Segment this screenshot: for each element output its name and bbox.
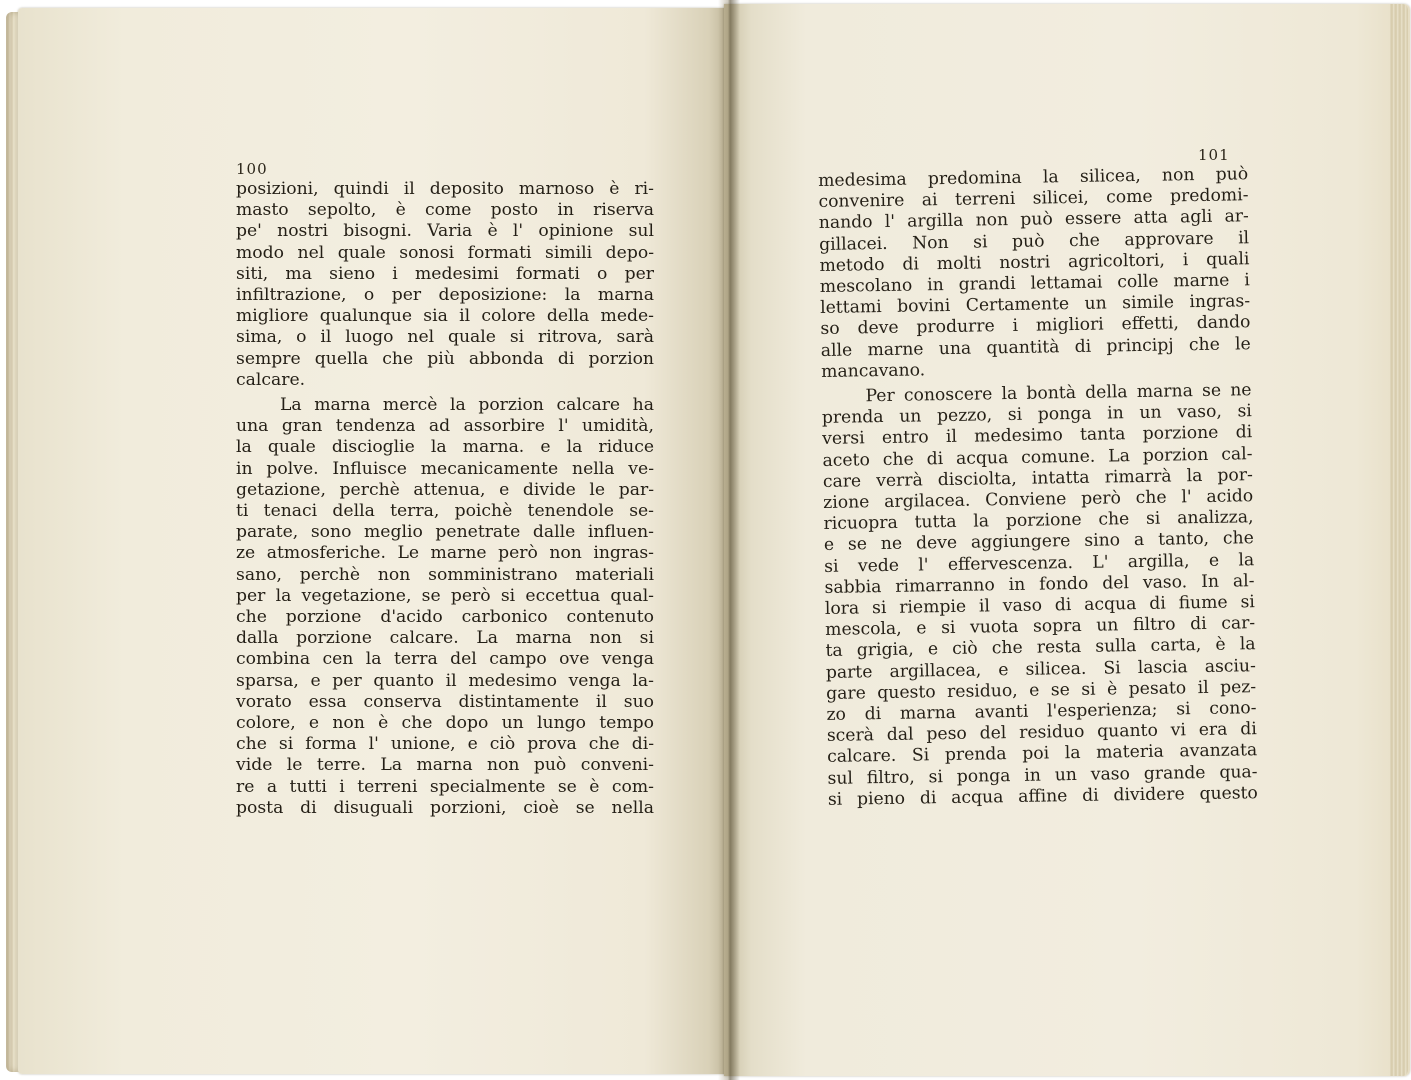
text-line: infiltrazione, o per deposizione: la marna	[236, 285, 654, 306]
text-line: sul filtro, si ponga in un vaso grande qua-	[827, 761, 1258, 789]
text-line: Per conoscere la bontà della marna se ne	[865, 380, 1252, 407]
text-line: che porzione d'acido carbonico contenuto	[236, 607, 654, 628]
text-line: che si forma l' unione, e ciò prova che di-	[236, 734, 654, 755]
text-line: si vede l' effervescenza. L' argilla, e la	[824, 549, 1255, 577]
text-line: care verrà disciolta, intatta rimarrà la por-	[822, 465, 1253, 492]
text-line: sima, o il luogo nel quale si ritrova, sarà	[236, 327, 654, 348]
text-line: posta di disuguali porzioni, cioè se nella	[236, 797, 654, 818]
text-line: prenda un pezzo, si ponga in un vaso, si	[821, 401, 1252, 429]
text-line: lora si riempie il vaso di acqua di fiume si	[824, 592, 1255, 620]
text-line: migliore qualunque sia il colore della mede-	[236, 306, 654, 327]
text-line: gillacei. Non si può che approvare il	[818, 227, 1250, 255]
text-line: colore, e non è che dopo un lungo tempo	[236, 713, 654, 734]
text-line: mescola, e si vuota sopra un filtro di car-	[825, 613, 1256, 641]
text-line: sempre quella che più abbonda di porzion	[236, 348, 654, 369]
text-line: zione argilacea. Conviene però che l' acido	[823, 486, 1254, 514]
page-number-left: 100	[236, 160, 268, 178]
text-line: convenire ai terreni silicei, come predomi-	[818, 185, 1249, 213]
text-line: lettami bovini Certamente un simile ingras-	[819, 291, 1251, 319]
text-line: in polve. Influisce mecanicamente nella ve-	[236, 458, 654, 479]
page-number-right: 101	[1198, 146, 1230, 164]
text-line: sano, perchè non somministrano materiali	[236, 564, 654, 585]
text-line: calcare. Si prenda poi la materia avanzata	[827, 740, 1258, 768]
text-line: dalla porzione calcare. La marna non si	[236, 628, 654, 649]
text-line: calcare.	[236, 369, 306, 390]
text-line: aceto che di acqua comune. La porzion cal-	[822, 443, 1253, 471]
text-line: mancavano.	[820, 360, 926, 382]
book-gutter	[718, 0, 740, 1080]
text-line: combina cen la terra del campo ove venga	[236, 649, 654, 670]
text-line: la quale discioglie la marna. e la riduce	[236, 437, 654, 458]
text-line: so deve produrre i migliori effetti, dando	[820, 312, 1251, 340]
text-line: scerà dal peso del residuo quanto vi era di	[826, 719, 1257, 747]
text-line: posizioni, quindi il deposito marnoso è ri-	[236, 179, 654, 199]
text-line: pe' nostri bisogni. Varia è l' opinione sul	[236, 221, 654, 242]
text-line: masto sepolto, è come posto in riserva	[236, 200, 654, 221]
left-page-text	[236, 179, 654, 819]
text-line: medesima predomina la silicea, non può	[818, 164, 1249, 191]
text-line: per la vegetazione, se però si eccettua qual-	[236, 585, 654, 606]
text-line: nando l' argilla non può essere atta agli ar-	[818, 206, 1249, 234]
text-line: modo nel quale sonosi formati simili depo-	[236, 242, 654, 263]
text-line: si pieno di acqua affine di dividere questo	[827, 783, 1258, 810]
text-line: ti tenaci della terra, poichè tenendole se-	[236, 501, 654, 522]
text-line: La marna mercè la porzion calcare ha	[280, 395, 654, 416]
text-line: gare questo residuo, e se si è pesato il pez-	[826, 677, 1257, 704]
text-line: siti, ma sieno i medesimi formati o per	[236, 263, 654, 284]
text-line: ze atmosferiche. Le marne però non ingras-	[236, 543, 654, 564]
text-line: sparsa, e per quanto il medesimo venga la-	[236, 670, 654, 691]
text-line: re a tutti i terreni specialmente se è com-	[236, 776, 654, 797]
text-line: parte argillacea, e silicea. Si lascia asciu-	[825, 655, 1256, 683]
text-line: sabbia rimarranno in fondo del vaso. In al-	[824, 571, 1255, 598]
text-line: versi entro il medesimo tanta porzione di	[822, 422, 1253, 450]
text-line: e se ne deve aggiungere sino a tanto, che	[823, 528, 1254, 556]
text-line: zo di marna avanti l'esperienza; si cono-	[826, 698, 1257, 726]
text-line: mescolano in grandi lettamai colle marne i	[819, 270, 1250, 298]
text-line: vorato essa conserva distintamente il suo	[236, 691, 654, 712]
text-line: una gran tendenza ad assorbire l' umidità,	[236, 416, 654, 437]
text-line: metodo di molti nostri agricoltori, i quali	[819, 249, 1250, 276]
text-line: parate, sono meglio penetrate dalle influen-	[236, 522, 654, 543]
text-line: alle marne una quantità di principj che le	[820, 333, 1251, 361]
text-line: ta grigia, e ciò che resta sulla carta, è la	[825, 634, 1256, 662]
text-line: getazione, perchè attenua, e divide le par-	[236, 479, 654, 500]
right-page-edges	[1390, 4, 1408, 1076]
text-line: ricuopra tutta la porzione che si analizza,	[823, 507, 1254, 535]
right-page-text	[818, 164, 1258, 811]
text-line: vide le terre. La marna non può conveni-	[236, 755, 654, 776]
